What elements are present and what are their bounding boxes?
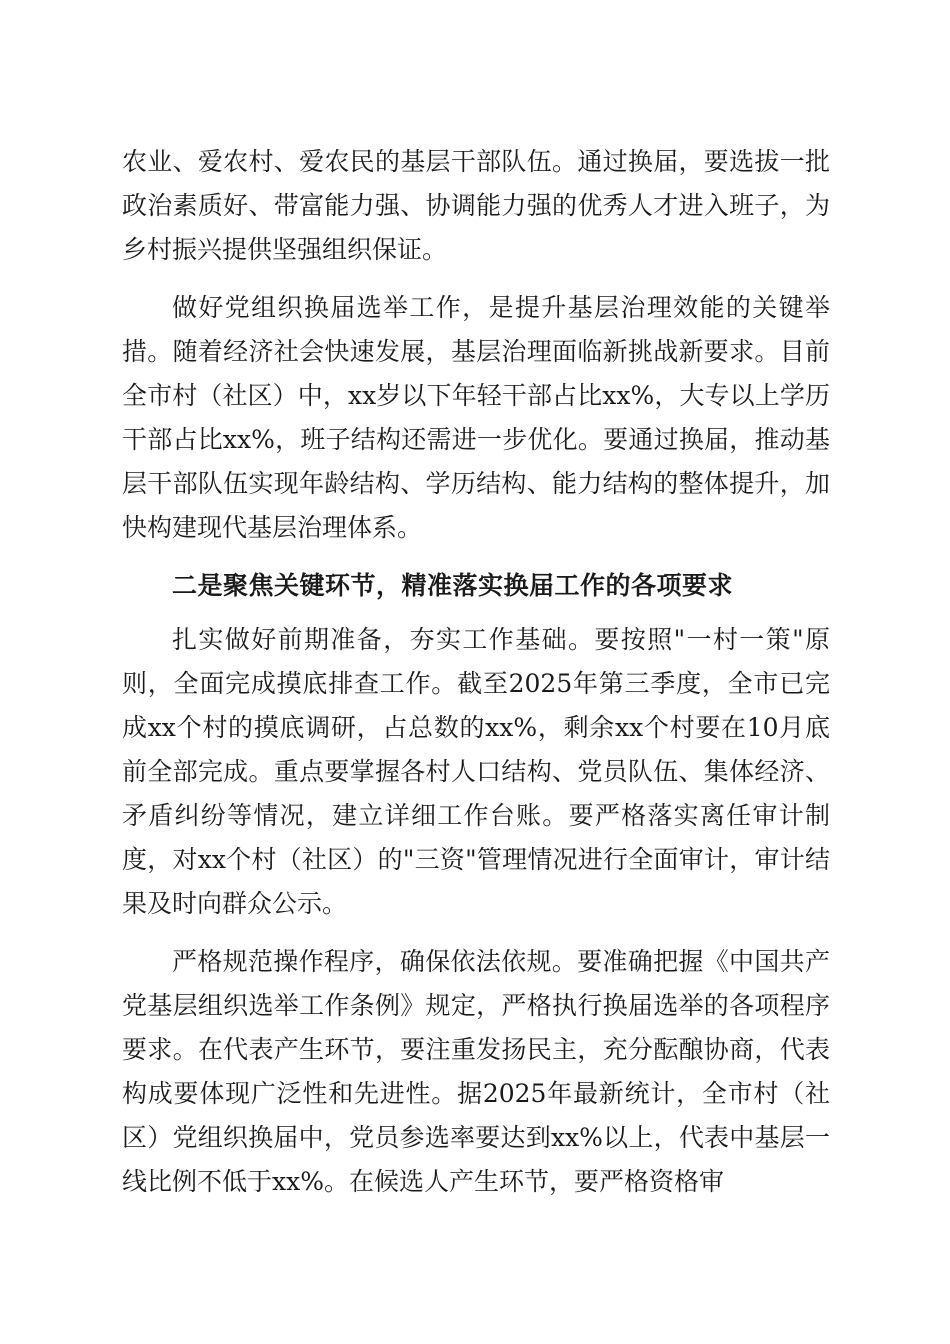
paragraph-procedure: 严格规范操作程序，确保依法依规。要准确把握《中国共产党基层组织选举工作条例》规定，严格执行换届选举的各项程序要求。在代表产生环节，要注重发扬民主，充分酝酿协商，代表构成要体现广泛性和先进性。据2025年最新统计，全市村（社区）党组织换届中，党员参选率要达到xx%以上，代表中基层一线比例不低于xx%。在候选人产生环节，要严格资格审 (122, 947, 830, 1196)
paragraph-governance: 做好党组织换届选举工作，是提升基层治理效能的关键举措。随着经济社会快速发展，基层治理面临新挑战新要求。目前全市村（社区）中，xx岁以下年轻干部占比xx%，大专以上学历干部占比xx%，班子结构还需进一步优化。要通过换届，推动基层干部队伍实现年龄结构、学历结构、能力结构的整体提升，加快构建现代基层治理体系。 (122, 293, 830, 542)
paragraph-preparation: 扎实做好前期准备，夯实工作基础。要按照"一村一策"原则，全面完成摸底排查工作。截至2025年第三季度，全市已完成xx个村的摸底调研，占总数的xx%，剩余xx个村要在10月底前全部完成。重点要掌握各村人口结构、党员队伍、集体经济、矛盾纠纷等情况，建立详细工作台账。要严格落实离任审计制度，对xx个村（社区）的"三资"管理情况进行全面审计，审计结果及时向群众公示。 (122, 625, 830, 918)
document-body (122, 140, 830, 1218)
section-heading: 二是聚焦关键环节，精准落实换届工作的各项要求 (172, 571, 734, 600)
paragraph-continued: 农业、爱农村、爱农民的基层干部队伍。通过换届，要选拔一批政治素质好、带富能力强、协调能力强的优秀人才进入班子，为乡村振兴提供坚强组织保证。 (122, 147, 830, 264)
